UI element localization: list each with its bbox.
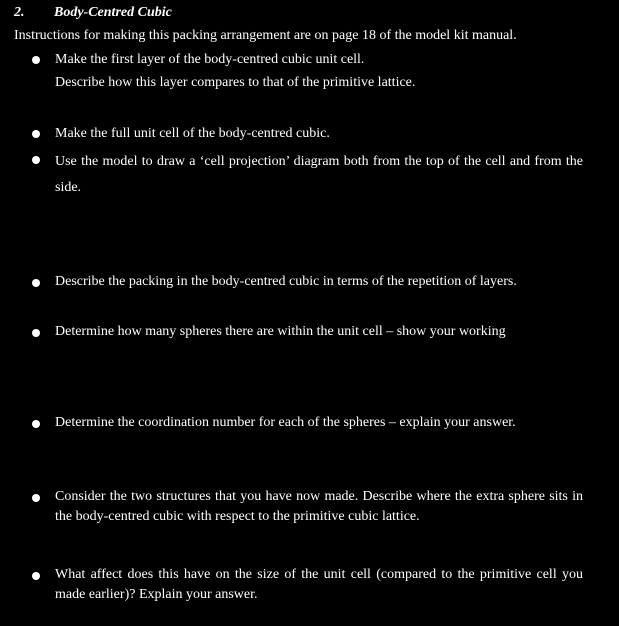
bullet-icon (32, 56, 40, 64)
bullet-icon (32, 420, 40, 428)
bullet-icon (32, 572, 40, 580)
list-item: What affect does this have on the size of the unit cell (compared to the primitive cell you made earlier)? Explain your answer. (55, 567, 583, 602)
list-item: Make the full unit cell of the body-centred cubic. (55, 126, 330, 141)
section-heading (14, 5, 172, 21)
section-title: Body-Centred Cubic (54, 5, 172, 20)
bullet-icon (32, 130, 40, 138)
bullet-icon (32, 279, 40, 287)
section-number: 2. (14, 5, 25, 20)
list-item: Use the model to draw a ‘cell projection’ diagram both from the top of the cell and from the side. (55, 154, 583, 195)
list-item: Consider the two structures that you have now made. Describe where the extra sphere sits in the body-centred cubic with respect to the primitive cubic lattice. (55, 489, 583, 524)
list-item: Make the first layer of the body-centred cubic unit cell. (55, 52, 365, 67)
list-item: Determine the coordination number for each of the spheres – explain your answer. (55, 415, 516, 430)
list-item-continuation: Describe how this layer compares to that of the primitive lattice. (55, 75, 416, 90)
section-intro: Instructions for making this packing arrangement are on page 18 of the model kit manual. (14, 28, 517, 43)
bullet-icon (32, 156, 40, 164)
bullet-icon (32, 329, 40, 337)
list-item: Determine how many spheres there are within the unit cell – show your working (55, 324, 506, 339)
bullet-icon (32, 494, 40, 502)
list-item: Describe the packing in the body-centred cubic in terms of the repetition of layers. (55, 274, 517, 289)
